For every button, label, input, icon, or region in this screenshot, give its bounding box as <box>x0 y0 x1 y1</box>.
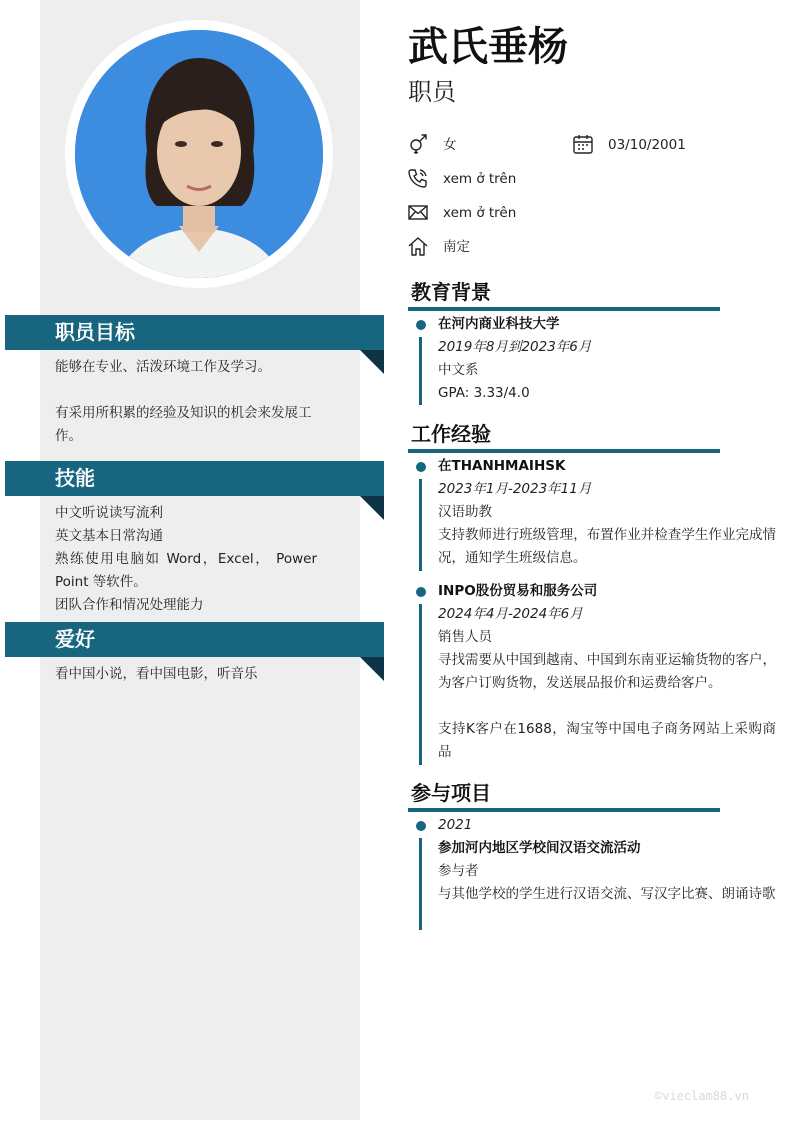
company-name: INPO股份贸易和服务公司 <box>438 583 598 599</box>
skill-item: 团队合作和情况处理能力 <box>55 597 204 613</box>
skills-header: 技能 <box>5 461 384 496</box>
hobbies-header: 爱好 <box>5 622 384 657</box>
education-entry <box>438 313 776 405</box>
calendar-icon <box>572 133 594 155</box>
education-gpa: GPA: 3.33/4.0 <box>438 385 530 401</box>
candidate-name: 武氏垂杨 <box>408 24 568 70</box>
education-major: 中文系 <box>438 362 479 378</box>
gender-icon <box>407 133 429 155</box>
job-period: 2023年1月-2023年11月 <box>438 481 592 497</box>
avatar <box>75 30 323 278</box>
skills-list <box>55 502 317 617</box>
education-heading: 教育背景 <box>411 280 491 304</box>
skills-header-fold <box>360 496 384 520</box>
job-role: 销售人员 <box>438 629 492 645</box>
company-name: 在THANHMAIHSK <box>438 458 566 474</box>
projects-heading: 参与项目 <box>411 781 491 805</box>
education-underline <box>408 307 720 311</box>
timeline-line <box>419 604 422 765</box>
objective-line: 有采用所积累的经验及知识的机会来发展工作。 <box>55 405 312 444</box>
projects-underline <box>408 808 720 812</box>
experience-entry <box>438 580 776 764</box>
job-description: 支持教师进行班级管理，布置作业并检查学生作业完成情况，通知学生班级信息。 <box>438 527 776 566</box>
mail-icon <box>407 201 429 223</box>
job-description: 寻找需要从中国到越南、中国到东南亚运输货物的客户，为客户订购货物，发送展品报价和运费给客户。 <box>438 652 776 691</box>
project-entry <box>438 814 776 906</box>
phone-icon <box>407 167 429 189</box>
home-icon <box>407 235 429 257</box>
experience-heading: 工作经验 <box>411 422 491 446</box>
timeline-line <box>419 479 422 571</box>
job-title: 职员 <box>408 78 456 106</box>
project-role: 参与者 <box>438 863 479 879</box>
timeline-dot <box>416 462 426 472</box>
objective-text <box>55 356 317 448</box>
project-description: 与其他学校的学生进行汉语交流、写汉字比赛、朗诵诗歌 <box>438 886 776 902</box>
birthdate-value: 03/10/2001 <box>608 137 686 153</box>
project-name: 参加河内地区学校间汉语交流活动 <box>438 840 641 856</box>
timeline-line <box>419 337 422 405</box>
avatar-portrait <box>75 30 323 278</box>
education-period: 2019年8月到2023年6月 <box>438 339 592 355</box>
watermark: ©vieclam88.vn <box>655 1089 749 1103</box>
job-role: 汉语助教 <box>438 504 492 520</box>
gender-value: 女 <box>443 137 457 153</box>
skill-item: 中文听说读写流利 <box>55 505 163 521</box>
timeline-dot <box>416 821 426 831</box>
school-name: 在河内商业科技大学 <box>438 316 560 332</box>
project-year: 2021 <box>438 817 473 833</box>
objective-header: 职员目标 <box>5 315 384 350</box>
timeline-dot <box>416 320 426 330</box>
address-value: 南定 <box>443 239 470 255</box>
experience-entry <box>438 455 776 570</box>
hobbies-header-fold <box>360 657 384 681</box>
job-description: 支持K客户在1688，淘宝等中国电子商务网站上采购商品 <box>438 721 776 760</box>
objective-line: 能够在专业、活泼环境工作及学习。 <box>55 359 271 375</box>
hobbies-text: 看中国小说，看中国电影，听音乐 <box>55 666 258 682</box>
skill-item: 熟练使用电脑如 Word，Excel， Power Point 等软件。 <box>55 551 317 590</box>
phone-value: xem ở trên <box>443 171 517 187</box>
email-value: xem ở trên <box>443 205 517 221</box>
experience-underline <box>408 449 720 453</box>
timeline-line <box>419 838 422 930</box>
timeline-dot <box>416 587 426 597</box>
job-period: 2024年4月-2024年6月 <box>438 606 583 622</box>
objective-header-fold <box>360 350 384 374</box>
skill-item: 英文基本日常沟通 <box>55 528 163 544</box>
